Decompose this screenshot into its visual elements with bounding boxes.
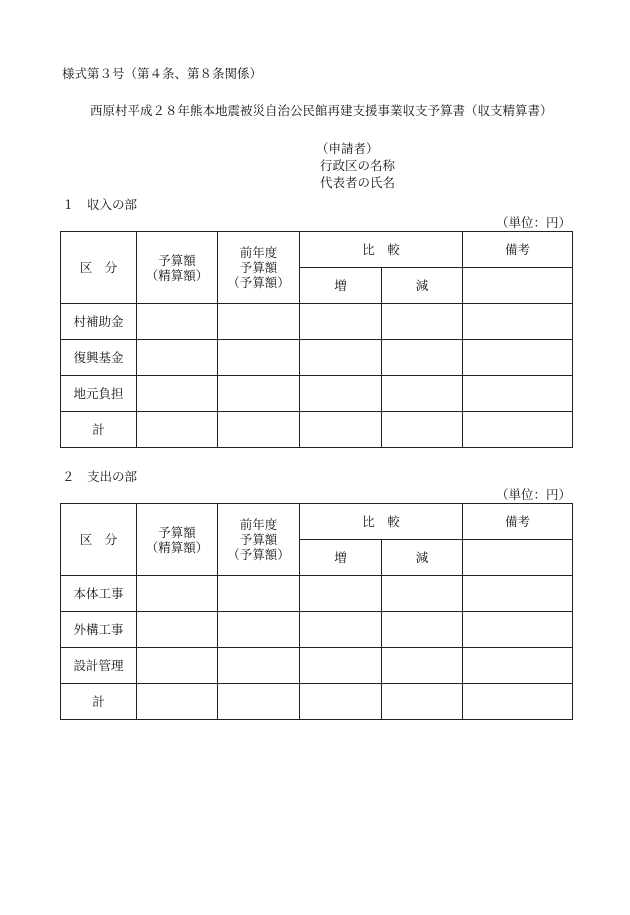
prev-budget-cell[interactable] [218,684,300,720]
prev-year-budget-header: 前年度 予算額 （予算額） [218,232,300,304]
table-row-total [61,412,573,448]
prev-budget-cell[interactable] [218,576,300,612]
prev-budget-cell[interactable] [218,376,300,412]
expense-section-title: ２ 支出の部 [62,469,138,484]
budget-cell[interactable] [137,648,218,684]
prev-budget-cell[interactable] [218,340,300,376]
remarks-cell[interactable] [463,304,573,340]
decrease-cell[interactable] [382,648,463,684]
row-label: 設計管理 [61,648,137,684]
district-name-label: 行政区の名称 [320,158,396,173]
expense-table [60,503,573,720]
decrease-cell[interactable] [382,612,463,648]
table-row [61,340,573,376]
remarks-cell[interactable] [463,340,573,376]
table-header-row [61,232,573,268]
table-row [61,612,573,648]
category-header: 区 分 [61,504,137,576]
expense-unit-label: （単位：円） [496,487,572,502]
increase-cell[interactable] [300,376,382,412]
decrease-header: 減 [382,540,463,576]
table-row [61,576,573,612]
increase-cell[interactable] [300,304,382,340]
increase-cell[interactable] [300,576,382,612]
table-row-total [61,684,573,720]
increase-cell[interactable] [300,412,382,448]
budget-cell[interactable] [137,684,218,720]
prev-year-budget-header: 前年度 予算額 （予算額） [218,504,300,576]
row-label: 外構工事 [61,612,137,648]
decrease-cell[interactable] [382,304,463,340]
remarks-cell[interactable] [463,540,573,576]
row-label: 本体工事 [61,576,137,612]
table-row [61,648,573,684]
remarks-header: 備考 [463,232,573,268]
form-number: 様式第３号（第４条、第８条関係） [62,66,263,81]
applicant-heading: （申請者） [316,141,379,156]
budget-cell[interactable] [137,576,218,612]
decrease-cell[interactable] [382,684,463,720]
budget-cell[interactable] [137,340,218,376]
remarks-cell[interactable] [463,684,573,720]
income-unit-label: （単位：円） [496,215,572,230]
income-section-title: １ 収入の部 [62,197,138,212]
budget-cell[interactable] [137,612,218,648]
row-label: 復興基金 [61,340,137,376]
budget-cell[interactable] [137,304,218,340]
remarks-cell[interactable] [463,268,573,304]
decrease-cell[interactable] [382,412,463,448]
remarks-cell[interactable] [463,612,573,648]
remarks-cell[interactable] [463,376,573,412]
row-label: 計 [61,684,137,720]
decrease-cell[interactable] [382,340,463,376]
comparison-header: 比 較 [300,504,463,540]
representative-name-label: 代表者の氏名 [320,175,396,190]
row-label: 計 [61,412,137,448]
table-row [61,304,573,340]
remarks-cell[interactable] [463,648,573,684]
increase-cell[interactable] [300,684,382,720]
budget-cell[interactable] [137,376,218,412]
remarks-cell[interactable] [463,412,573,448]
comparison-header: 比 較 [300,232,463,268]
row-label: 地元負担 [61,376,137,412]
prev-budget-cell[interactable] [218,304,300,340]
prev-budget-cell[interactable] [218,612,300,648]
increase-header: 増 [300,540,382,576]
decrease-cell[interactable] [382,576,463,612]
decrease-cell[interactable] [382,376,463,412]
document-title: 西原村平成２８年熊本地震被災自治公民館再建支援事業収支予算書（収支精算書） [90,103,553,118]
increase-cell[interactable] [300,648,382,684]
remarks-header: 備考 [463,504,573,540]
increase-cell[interactable] [300,612,382,648]
budget-header: 予算額 （精算額） [137,504,218,576]
table-row [61,376,573,412]
remarks-cell[interactable] [463,576,573,612]
budget-header: 予算額 （精算額） [137,232,218,304]
prev-budget-cell[interactable] [218,412,300,448]
row-label: 村補助金 [61,304,137,340]
category-header: 区 分 [61,232,137,304]
income-table [60,231,573,448]
budget-cell[interactable] [137,412,218,448]
prev-budget-cell[interactable] [218,648,300,684]
increase-cell[interactable] [300,340,382,376]
table-header-row [61,504,573,540]
decrease-header: 減 [382,268,463,304]
increase-header: 増 [300,268,382,304]
